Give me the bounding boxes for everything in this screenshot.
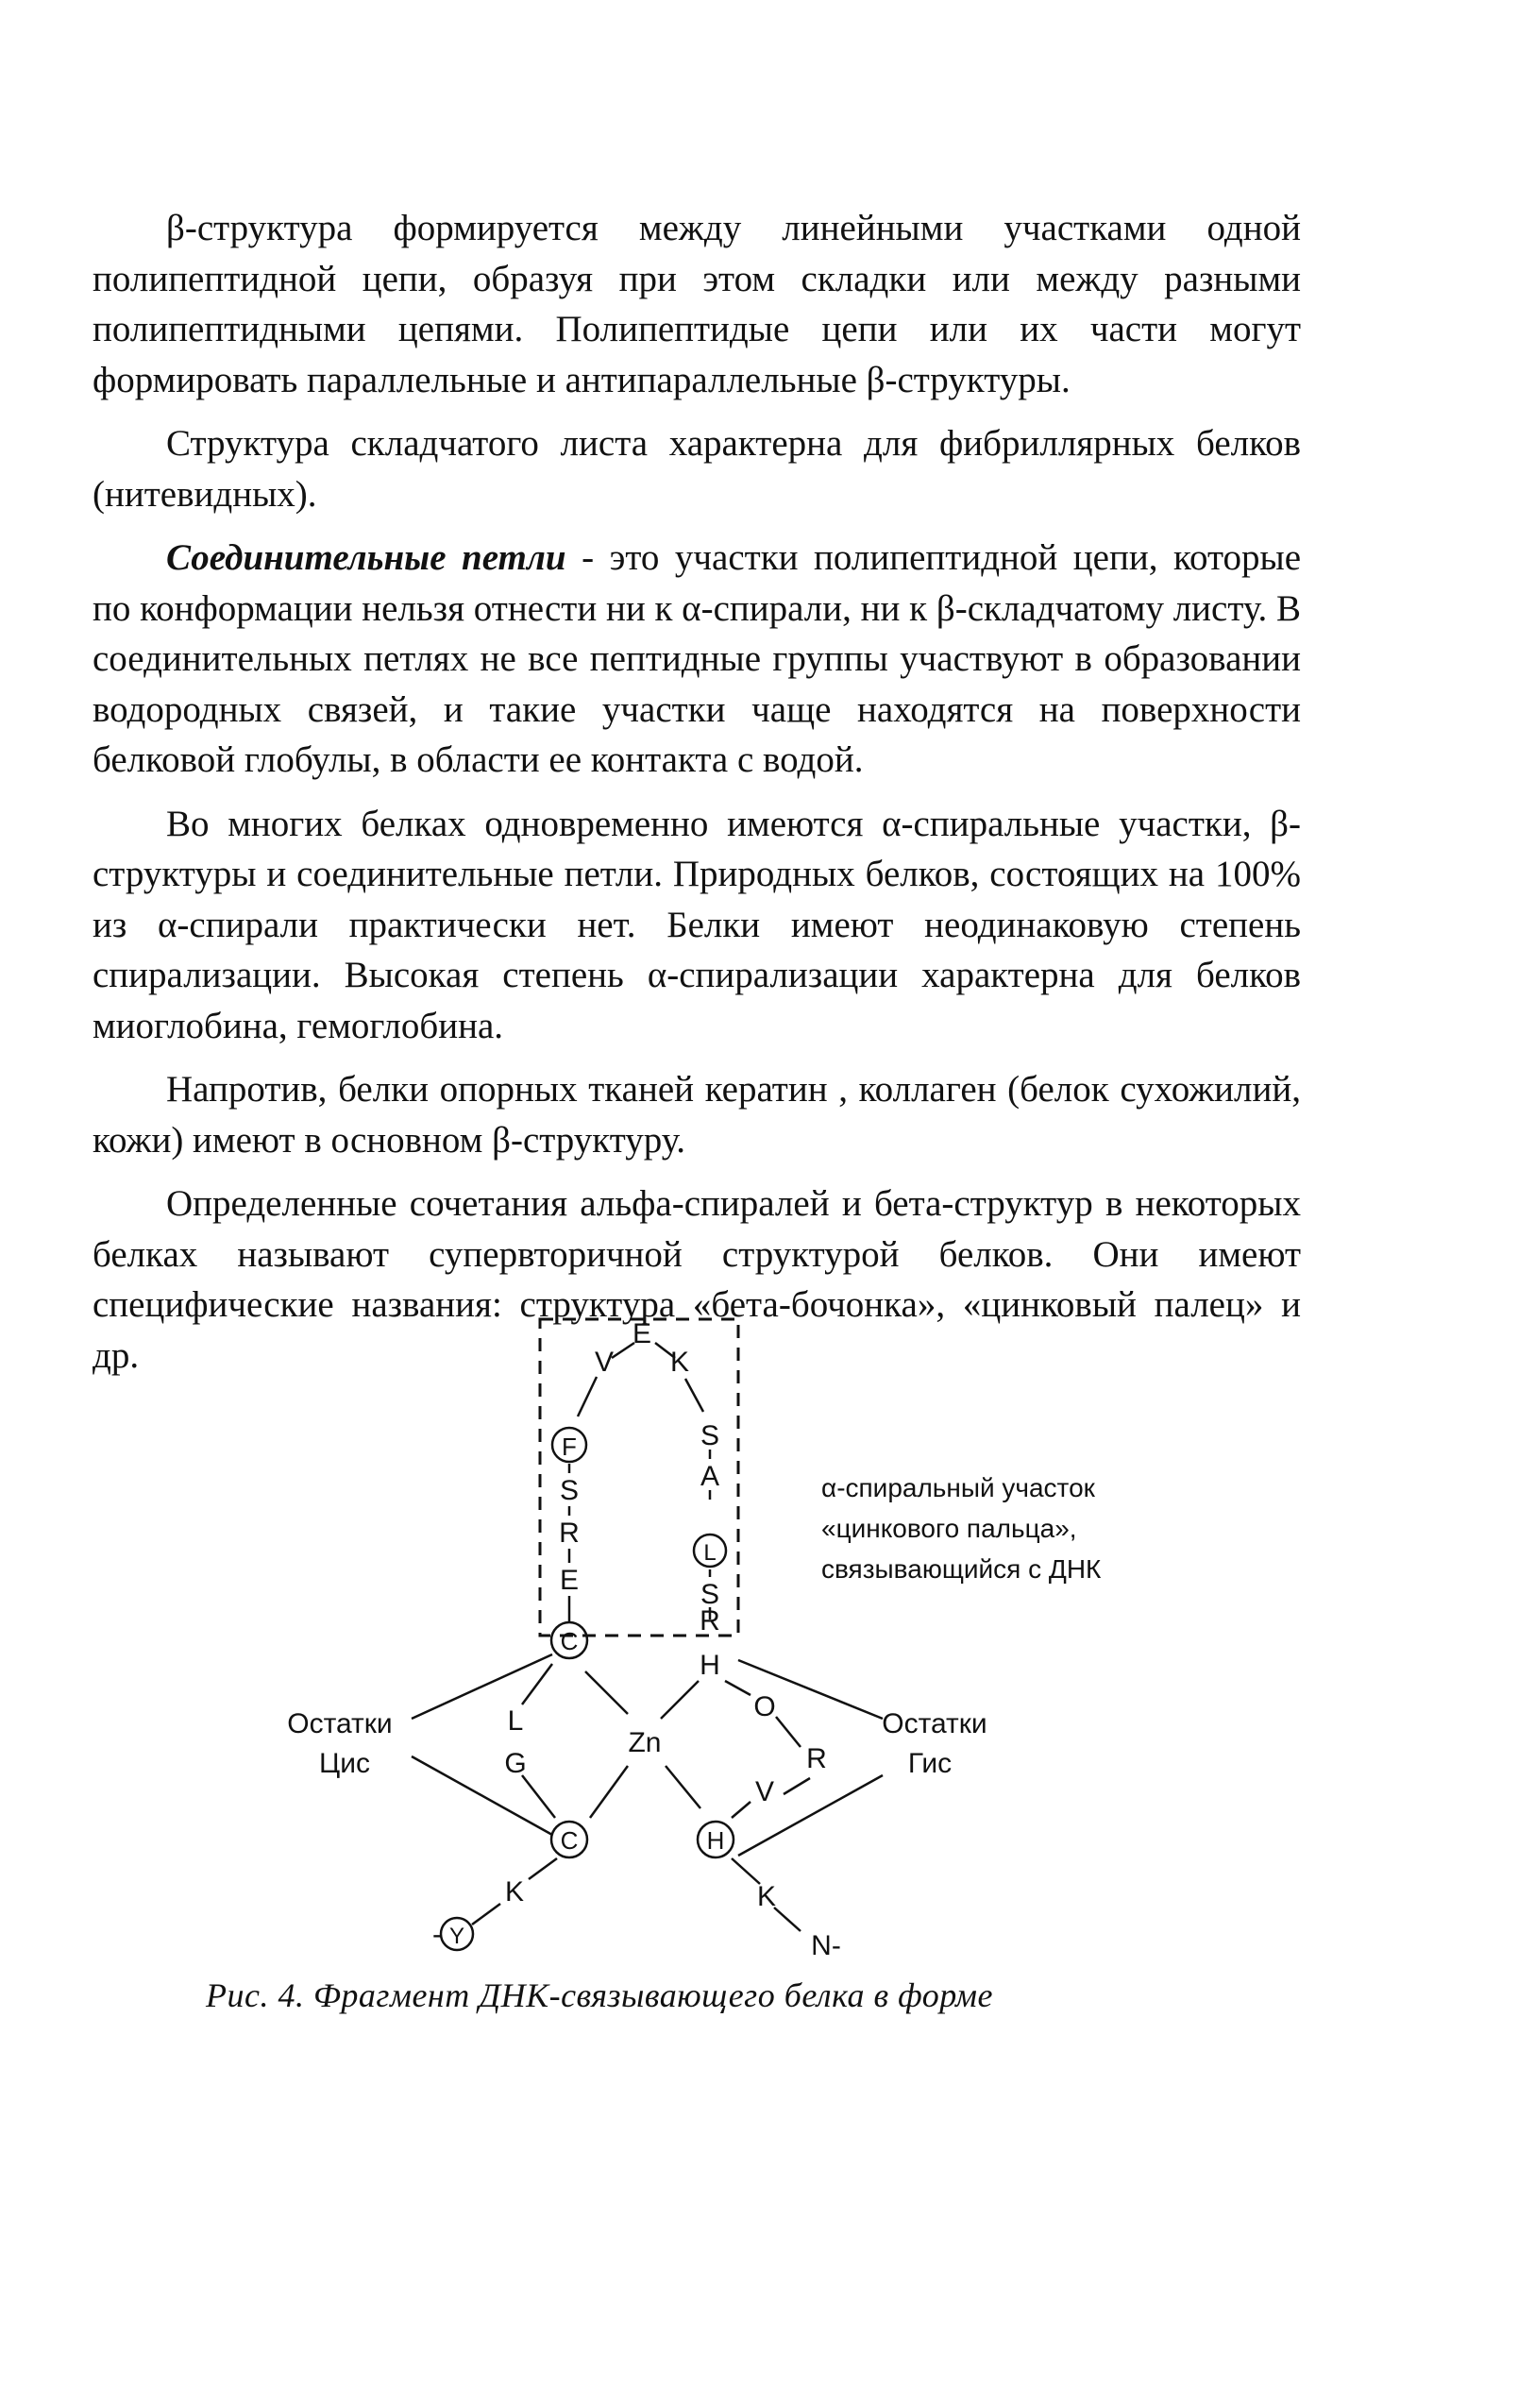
his-label-line-2: Гис (907, 1748, 953, 1779)
residue-f: F (562, 1433, 577, 1461)
his-label-line-1: Остатки (882, 1708, 987, 1739)
zinc-ion: Zn (628, 1727, 662, 1758)
residue-y-dash: - (432, 1919, 442, 1950)
residue-s-r2: S (700, 1579, 720, 1610)
paragraph-mixed: Во многих белках одновременно имеются α-спиральные участки, β-структуры и соединительные петли. Природных белков, состоящих на 100% из α-спирали практически нет. Белки имеют неодинаковую степень спирализации. Высокая степень α-спирализации характерна для белков миоглобина, гемоглобина. (93, 803, 1301, 1046)
residue-o: O (753, 1691, 776, 1722)
residue-h-top: H (700, 1650, 720, 1681)
residue-s-r1: S (700, 1420, 720, 1451)
residue-c-bottom: C (560, 1826, 579, 1855)
residue-k-top: K (669, 1347, 690, 1378)
loops-text: - это участки полипептидной цепи, которые по конформации нельзя отнести ни к α-спирали, ни к β-складчатому листу. В соединительных петлях не все пептидные группы участвуют в образовании водородных связей, и такие участки чаще находятся на поверхности белковой глобулы, в области ее контакта с водой. (93, 537, 1302, 780)
residue-r2: R (806, 1743, 827, 1774)
residue-v: V (594, 1347, 615, 1378)
residue-r-right: R (700, 1605, 720, 1636)
figure-caption: Рис. 4. Фрагмент ДНК-связывающего белка в форме (206, 1976, 993, 2014)
zinc-finger-figure (0, 1303, 1518, 1964)
residue-y: Y (448, 1924, 465, 1949)
residue-c-top: C (560, 1627, 579, 1655)
residue-v2: V (754, 1776, 775, 1807)
residue-e-left: E (559, 1565, 580, 1596)
residue-r-left: R (559, 1518, 580, 1549)
paragraph-beta-structure: β-структура формируется между линейными участками одной полипептидной цепи, образуя при этом складки или между разными полипептидными цепями. Полипептидые цепи или их части могут формировать параллельные и антипараллельные β-структуры. (93, 208, 1301, 400)
annotation-line-2: «цинкового пальца», (821, 1514, 1077, 1543)
residue-h-bottom: H (706, 1826, 725, 1855)
paragraph-keratin: Напротив, белки опорных тканей кератин , коллаген (белок сухожилий, кожи) имеют в основном β-структуру. (93, 1069, 1301, 1161)
body-text (93, 203, 1301, 1394)
paragraph-loops (93, 533, 1301, 786)
residue-l: L (703, 1540, 717, 1566)
residue-k-right: K (756, 1881, 777, 1912)
annotation-line-3: связывающийся с ДНК (821, 1554, 1102, 1584)
residue-g: G (504, 1748, 527, 1779)
paragraph-fibrillar: Структура складчатого листа характерна для фибриллярных белков (нитевидных). (93, 423, 1301, 515)
residue-l2: L (507, 1705, 524, 1737)
term-connecting-loops: Соединительные петли (166, 537, 566, 578)
bonds (412, 1343, 883, 1931)
residue-k-left: K (504, 1876, 525, 1908)
cys-label-line-2: Цис (319, 1748, 370, 1779)
residue-a: A (700, 1461, 720, 1492)
cys-label-line-1: Остатки (287, 1708, 393, 1739)
residue-e-top: E (632, 1318, 652, 1349)
residue-s-left: S (559, 1475, 580, 1506)
annotation-line-1: α-спиральный участок (821, 1473, 1095, 1502)
paragraph-supersecondary: Определенные сочетания альфа-спиралей и бета-структур в некоторых белках называют супервторичной структурой белков. Они имеют специфические названия: структура «бета-бочонка», «цинковый палец» и др. (93, 1183, 1301, 1376)
residue-n-terminus: N- (811, 1930, 841, 1961)
